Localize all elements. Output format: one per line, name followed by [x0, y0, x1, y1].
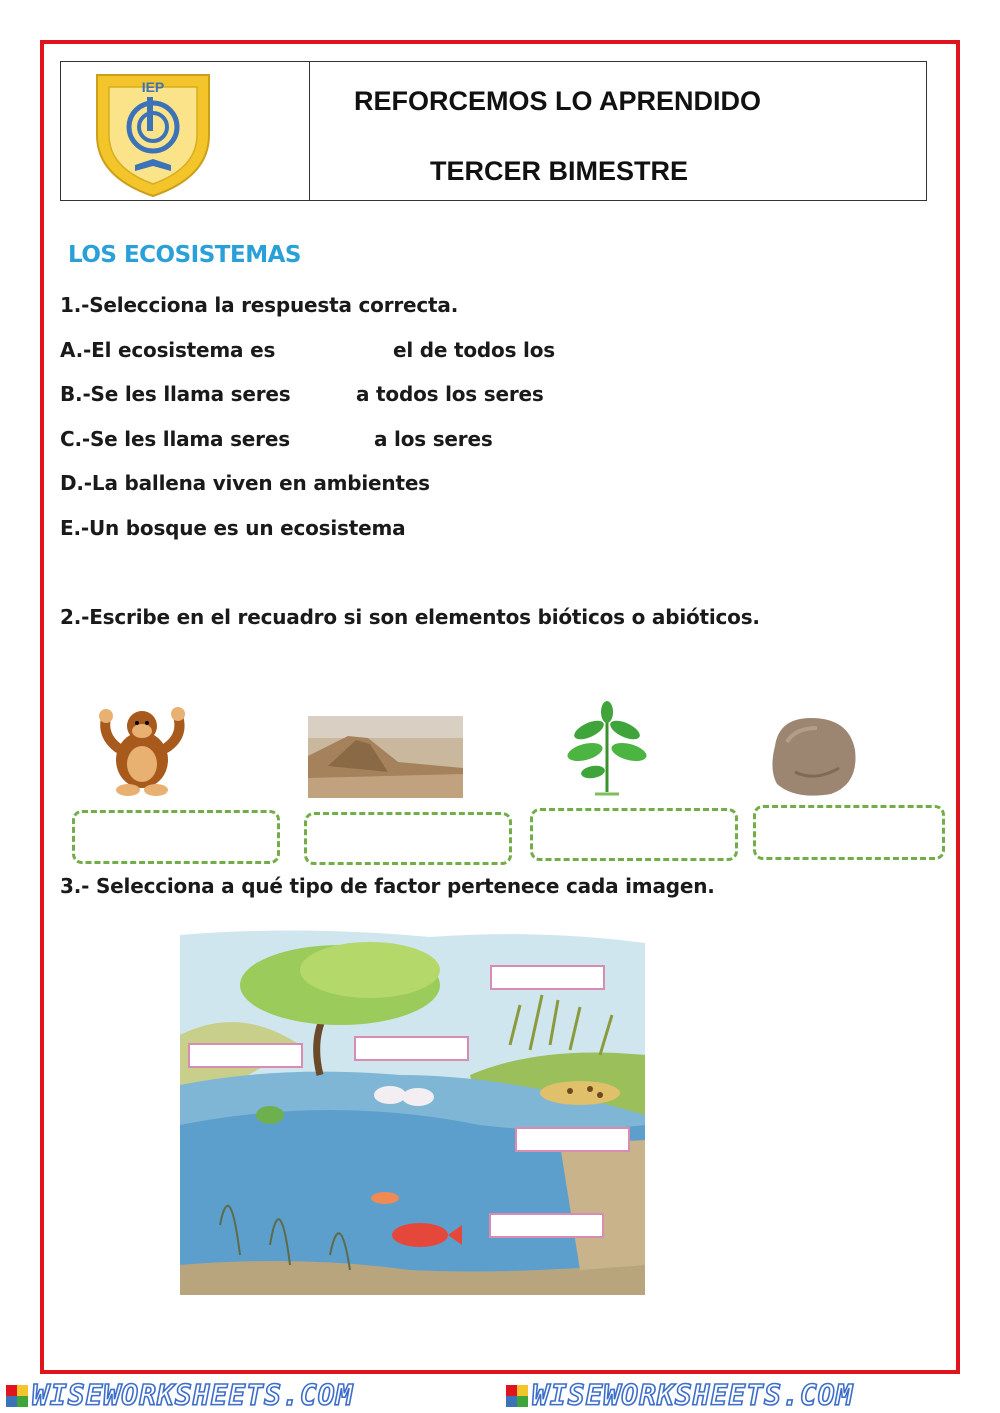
watermark-text: WISEWORKSHEETS.COM	[32, 1379, 354, 1412]
wiseworksheets-logo-icon	[506, 1385, 528, 1407]
logo-cell	[61, 62, 310, 200]
plant-icon	[565, 700, 649, 796]
watermark-text: WISEWORKSHEETS.COM	[532, 1379, 854, 1412]
gorilla-icon	[92, 702, 192, 798]
answer-box-1[interactable]	[72, 810, 280, 864]
q1-item-c-end: a los seres	[374, 427, 493, 451]
watermark-left	[0, 1378, 500, 1413]
q1-item-a-end: el de todos los	[393, 338, 555, 362]
question-1-prompt: 1.-Selecciona la respuesta correcta.	[60, 293, 459, 317]
svg-text:IEP: IEP	[141, 79, 165, 95]
header-table	[60, 61, 927, 201]
scene-label-box-3[interactable]	[354, 1036, 469, 1061]
question-3-prompt: 3.- Selecciona a qué tipo de factor pertenece cada imagen.	[60, 874, 715, 898]
wiseworksheets-logo-icon	[6, 1385, 28, 1407]
page-title: REFORCEMOS LO APRENDIDO	[354, 86, 762, 116]
section-title: LOS ECOSISTEMAS	[68, 242, 301, 268]
title-cell	[310, 62, 926, 200]
answer-box-3[interactable]	[530, 808, 738, 861]
desert-landscape	[308, 716, 463, 798]
footer-watermark	[0, 1378, 1000, 1413]
rock-icon	[765, 712, 860, 798]
school-crest-icon	[89, 65, 217, 199]
q1-item-e: E.-Un bosque es un ecosistema	[60, 516, 406, 540]
scene-label-box-2[interactable]	[188, 1043, 303, 1068]
watermark-right	[500, 1378, 1000, 1413]
q1-item-c-start: C.-Se les llama seres	[60, 427, 290, 451]
scene-label-box-5[interactable]	[489, 1213, 604, 1238]
q1-item-a-start: A.-El ecosistema es	[60, 338, 276, 362]
scene-label-box-4[interactable]	[515, 1127, 630, 1152]
page-subtitle: TERCER BIMESTRE	[430, 156, 689, 186]
q1-item-d: D.-La ballena viven en ambientes	[60, 471, 430, 495]
question-2-prompt: 2.-Escribe en el recuadro si son elementos bióticos o abióticos.	[60, 605, 760, 629]
answer-box-2[interactable]	[304, 812, 512, 865]
q1-item-b-end: a todos los seres	[356, 382, 544, 406]
scene-label-box-1[interactable]	[490, 965, 605, 990]
answer-box-4[interactable]	[753, 805, 945, 860]
q1-item-b-start: B.-Se les llama seres	[60, 382, 291, 406]
pond-ecosystem-illustration	[180, 925, 645, 1295]
